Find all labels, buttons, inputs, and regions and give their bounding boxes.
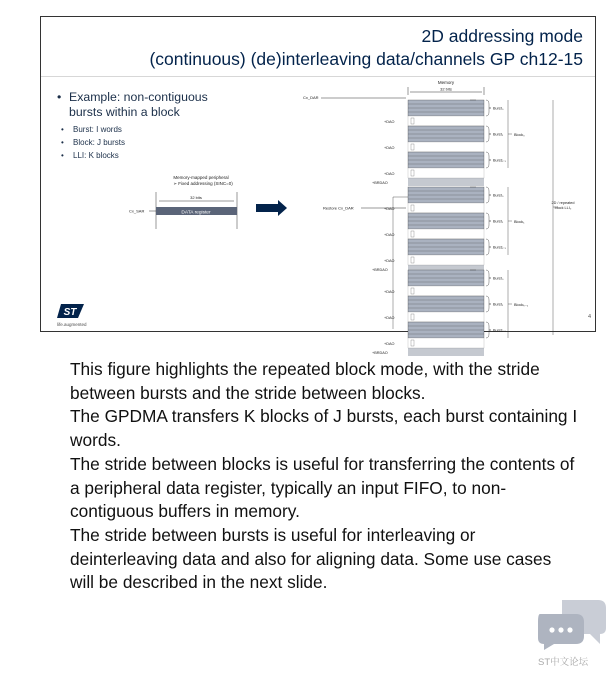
- burst-gap: [408, 203, 484, 213]
- burst-brace: [486, 152, 491, 168]
- peripheral-heading-line1: Memory-mapped peripheral: [173, 175, 229, 180]
- slide-title-line1: 2D addressing mode: [421, 26, 583, 46]
- svg-text:ST: ST: [63, 307, 77, 318]
- burst-gap: [408, 286, 484, 296]
- burst-label: Burstⱼ₋₁: [493, 245, 506, 250]
- dar-label: Cx_DAR: [303, 95, 319, 100]
- sub-bullet-block: • Block: J bursts: [57, 136, 237, 149]
- burst-gap: [408, 229, 484, 239]
- addressing-diagram: [41, 17, 597, 355]
- dao-label: +DAO: [384, 120, 395, 124]
- burst-gap: [408, 255, 484, 265]
- block-label: Block₀: [514, 133, 525, 137]
- burst-brace: [486, 126, 491, 142]
- logo-caption: life.augmented: [57, 322, 87, 327]
- burst-label: Burstⱼ₋₁: [493, 328, 506, 333]
- watermark-text: ST中文论坛: [538, 657, 589, 668]
- block-label: Block₁: [514, 220, 525, 224]
- speaker-notes: [70, 358, 580, 595]
- dao-marker: [411, 118, 414, 124]
- chat-bubbles-icon: [536, 592, 608, 650]
- page-number: 4: [587, 314, 591, 320]
- burst-label: Burst₁: [493, 302, 504, 307]
- sub-bullet-lli: • LLI: K blocks: [57, 149, 237, 162]
- sub-bullet-burst: • Burst: I words: [57, 123, 237, 136]
- memory-bits-label: 32 bits: [440, 86, 452, 92]
- burst-label: Burst₁: [493, 219, 504, 224]
- data-register-label: DATA register: [181, 210, 211, 216]
- dao-marker: [411, 205, 414, 211]
- burst-gap: [408, 142, 484, 152]
- dao-marker: [411, 340, 414, 346]
- burst-label: Burst₁: [493, 132, 504, 137]
- notes-paragraph: The GPDMA transfers K blocks of J bursts, each burst containing I words.: [70, 406, 578, 451]
- dao-label: +DAO: [384, 146, 395, 150]
- dao-label: +DAO: [384, 316, 395, 320]
- brdao-label: +BRDAO: [372, 351, 388, 355]
- burst-gap: [408, 312, 484, 322]
- notes-paragraph: The stride between bursts is useful for interleaving or deinterleaving data and also for aligning data. Some use cases will be described in the next slide.: [70, 524, 552, 593]
- burst-gap: [408, 116, 484, 126]
- burst-brace: [486, 187, 491, 203]
- burst-label: Burst₀: [493, 276, 504, 281]
- bullet-example: • Example: non-contiguous bursts within a block: [57, 90, 237, 120]
- dao-label: +DAO: [384, 259, 395, 263]
- forum-watermark: [526, 588, 616, 668]
- repeated-block-line2: block LLI₀: [554, 206, 572, 210]
- dao-label: +DAO: [384, 233, 395, 237]
- block-gap: [408, 348, 484, 356]
- block-gap: [408, 178, 484, 186]
- burst-brace: [486, 213, 491, 229]
- notes-paragraph: This figure highlights the repeated block mode, with the stride between bursts and the stride between blocks.: [70, 359, 540, 403]
- memory-title: Memory: [437, 80, 455, 85]
- dao-marker: [411, 231, 414, 237]
- burst-brace: [486, 296, 491, 312]
- burst-brace: [486, 239, 491, 255]
- peripheral-heading-line2: ➢ Fixed addressing (SINC=0): [173, 181, 233, 186]
- notes-paragraph: The stride between blocks is useful for transferring the contents of a peripheral data register, typically an input FIFO, to non-contiguous buffers in memory.: [70, 453, 575, 522]
- block-label: Blockₖ₋₁: [514, 303, 529, 307]
- dao-marker: [411, 170, 414, 176]
- restore-path: [393, 197, 408, 329]
- burst-gap: [408, 338, 484, 348]
- peripheral-bits-label: 32 bits: [190, 195, 202, 200]
- sar-label: Cx_SAR: [129, 208, 145, 214]
- st-logo-icon: [57, 303, 85, 319]
- dao-marker: [411, 144, 414, 150]
- burst-label: Burst₀: [493, 106, 504, 111]
- dao-label: +DAO: [384, 172, 395, 176]
- restore-dar-label: Restore Cx_DAR: [323, 205, 354, 211]
- burst-brace: [486, 100, 491, 116]
- slide-title-line2: (continuous) (de)interleaving data/channels GP ch12-15: [149, 49, 583, 69]
- burst-label: Burstⱼ₋₁: [493, 158, 506, 163]
- burst-gap: [408, 168, 484, 178]
- dao-label: +DAO: [384, 342, 395, 346]
- dao-marker: [411, 257, 414, 263]
- burst-brace: [486, 270, 491, 286]
- repeated-block-line1: 2D / repeated: [551, 201, 575, 205]
- dao-label: +DAO: [384, 207, 395, 211]
- dao-label: +DAO: [384, 290, 395, 294]
- memory-rows: [372, 100, 558, 356]
- burst-label: Burst₀: [493, 193, 504, 198]
- dao-marker: [411, 288, 414, 294]
- dao-marker: [411, 314, 414, 320]
- brdao-label: +BRDAO: [372, 181, 388, 185]
- brdao-label: +BRDAO: [372, 268, 388, 272]
- burst-brace: [486, 322, 491, 338]
- transfer-arrow-icon: [256, 200, 287, 216]
- slide: [40, 16, 596, 355]
